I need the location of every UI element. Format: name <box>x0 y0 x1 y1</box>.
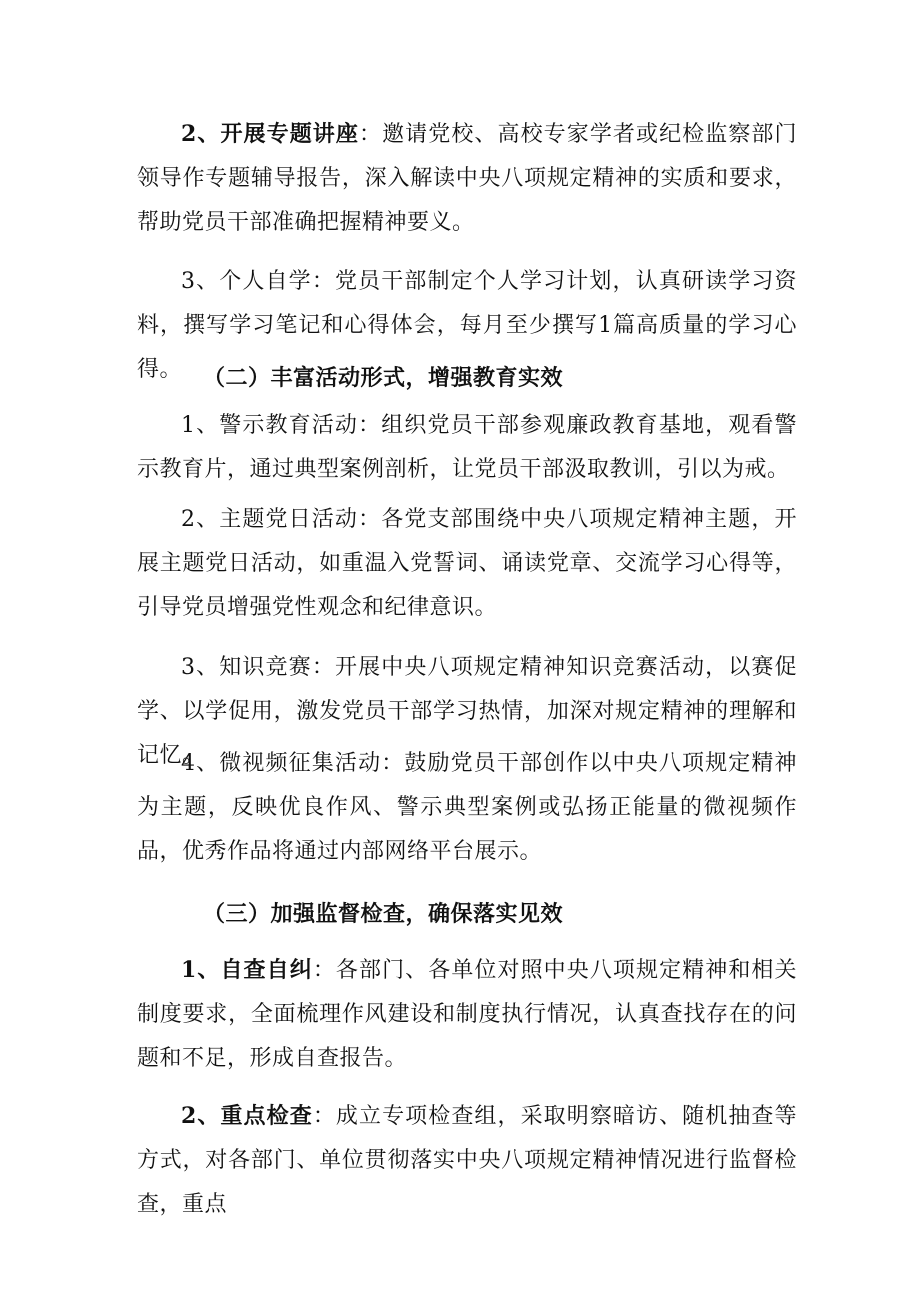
paragraph-lead: 4、微视频征集活动 <box>181 751 382 776</box>
paragraph-lead: 1、警示教育活动 <box>181 413 359 438</box>
paragraph-text: ：组织党员干部参观廉政教育基地，观看警示教育片，通过典型案例剖析，让党员干部汲取教训，引以为戒。 <box>137 413 797 482</box>
paragraph-text: ：邀请党校、高校专家学者或纪检监察部门领导作专题辅导报告，深入解读中央八项规定精神的实质和要求，帮助党员干部准确把握精神要义。 <box>137 122 797 235</box>
paragraph-self-inspection <box>137 948 797 1081</box>
paragraph-lead: 2、开展专题讲座 <box>181 121 359 147</box>
paragraph-text: ：开展中央八项规定精神知识竞赛活动，以赛促学、以学促用，激发党员干部学习热情，加深对规定精神的理解和记忆。 <box>137 655 797 768</box>
paragraph-text: ：各部门、各单位对照中央八项规定精神和相关制度要求，全面梳理作风建设和制度执行情况，认真查找存在的问题和不足，形成自查报告。 <box>137 958 797 1071</box>
paragraph-lead: 2、重点检查 <box>181 1103 313 1129</box>
paragraph-lectures <box>137 112 797 245</box>
paragraph-text: ：各党支部围绕中央八项规定精神主题，开展主题党日活动，如重温入党誓词、诵读党章、交流学习心得等，引导党员增强党性观念和纪律意识。 <box>137 507 797 620</box>
section-heading-3: （三）加强监督检查，确保落实见效 <box>203 901 564 927</box>
paragraph-theme-party-day <box>137 498 797 630</box>
paragraph-text: ：党员干部制定个人学习计划，认真研读学习资料，撰写学习笔记和心得体会，每月至少撰写1篇高质量的学习心得。 <box>137 269 797 382</box>
section-heading-2: （二）丰富活动形式，增强教育实效 <box>203 365 564 391</box>
paragraph-warning-education <box>137 404 797 492</box>
paragraph-lead: 3、知识竞赛 <box>181 655 312 680</box>
paragraph-text: ：鼓励党员干部创作以中央八项规定精神为主题，反映优良作风、警示典型案例或弘扬正能量的微视频作品，优秀作品将通过内部网络平台展示。 <box>137 751 797 864</box>
paragraph-text: ：成立专项检查组，采取明察暗访、随机抽查等方式，对各部门、单位贯彻落实中央八项规定精神情况进行监督检查，重点 <box>137 1104 797 1217</box>
paragraph-key-inspection <box>137 1094 797 1227</box>
paragraph-micro-video <box>137 742 797 874</box>
paragraph-lead: 2、主题党日活动 <box>181 507 359 532</box>
paragraph-lead: 3、个人自学 <box>181 269 312 294</box>
paragraph-lead: 1、自查自纠 <box>181 957 313 983</box>
